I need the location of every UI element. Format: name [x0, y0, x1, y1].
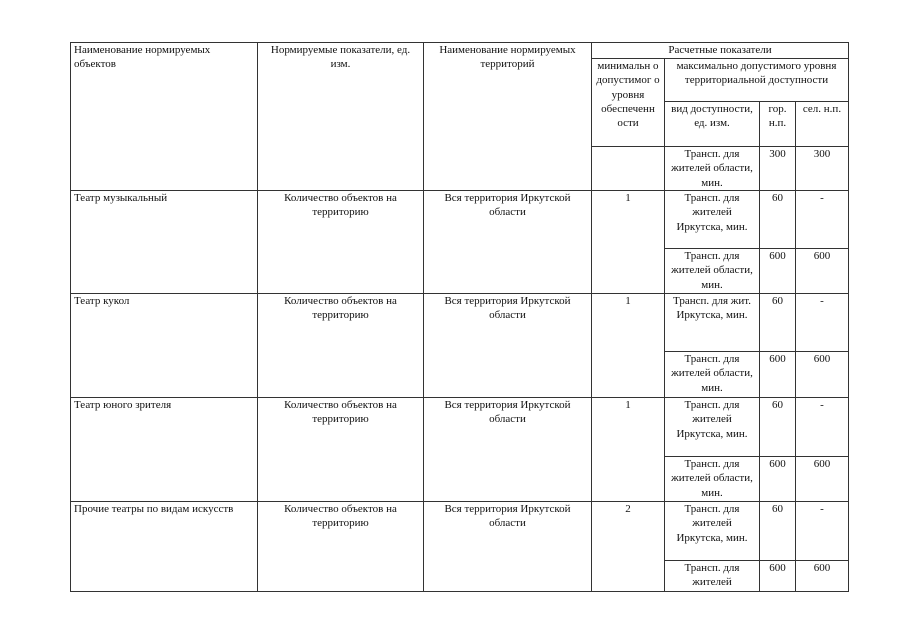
min-level-value: 1 [592, 191, 665, 294]
object-name: Прочие театры по видам искусств [71, 502, 258, 592]
rural-value: - [796, 398, 849, 457]
indicator-cell: Количество объектов на территорию [258, 294, 424, 398]
access-type-cell: Трансп. для жителей Иркутска, мин. [665, 191, 760, 249]
header-calculated-indicators: Расчетные показатели [592, 43, 849, 59]
min-level-value: 1 [592, 398, 665, 502]
object-name: Театр кукол [71, 294, 258, 398]
indicator-cell: Количество объектов на территорию [258, 398, 424, 502]
table-row [71, 502, 849, 561]
indicator-cell: Количество объектов на территорию [258, 502, 424, 592]
header-object-name: Наименование нормируемых объектов [71, 43, 258, 191]
territory-cell: Вся территория Иркутской области [424, 502, 592, 592]
object-name: Театр музыкальный [71, 191, 258, 294]
rural-value: 600 [796, 249, 849, 294]
norms-table-container [70, 42, 849, 592]
access-type-cell: Трансп. для жит. Иркутска, мин. [665, 294, 760, 352]
territory-cell: Вся территория Иркутской области [424, 294, 592, 398]
access-type-cell: Трансп. для жителей области, мин. [665, 352, 760, 398]
min-level-value: 1 [592, 294, 665, 398]
indicator-cell: Количество объектов на территорию [258, 191, 424, 294]
rural-value: - [796, 502, 849, 561]
table-row [71, 398, 849, 457]
urban-value: 60 [760, 294, 796, 352]
rural-value: 600 [796, 561, 849, 592]
access-type-cell: Трансп. для жителей [665, 561, 760, 592]
header-min-level: минимальн о допустимог о уровня обеспеченн ости [592, 59, 665, 147]
urban-value: 60 [760, 191, 796, 249]
header-rural: сел. н.п. [796, 102, 849, 147]
access-type-cell: Трансп. для жителей области, мин. [665, 249, 760, 294]
urban-value: 600 [760, 457, 796, 502]
min-level-value: 2 [592, 502, 665, 592]
cell-empty [592, 147, 665, 191]
object-name: Театр юного зрителя [71, 398, 258, 502]
access-type-cell: Трансп. для жителей области, мин. [665, 147, 760, 191]
urban-value: 600 [760, 561, 796, 592]
rural-value: - [796, 294, 849, 352]
urban-value: 600 [760, 352, 796, 398]
access-type-cell: Трансп. для жителей области, мин. [665, 457, 760, 502]
rural-value: - [796, 191, 849, 249]
urban-value: 60 [760, 502, 796, 561]
rural-value: 600 [796, 457, 849, 502]
table-row [71, 294, 849, 352]
access-type-cell: Трансп. для жителей Иркутска, мин. [665, 502, 760, 561]
territory-cell: Вся территория Иркутской области [424, 191, 592, 294]
norms-table [70, 42, 849, 592]
header-urban: гор. н.п. [760, 102, 796, 147]
header-max-accessibility: максимально допустимого уровня территориальной доступности [665, 59, 849, 102]
header-access-type: вид доступности, ед. изм. [665, 102, 760, 147]
territory-cell: Вся территория Иркутской области [424, 398, 592, 502]
urban-value: 300 [760, 147, 796, 191]
access-type-cell: Трансп. для жителей Иркутска, мин. [665, 398, 760, 457]
header-indicator: Нормируемые показатели, ед. изм. [258, 43, 424, 191]
header-territory: Наименование нормируемых территорий [424, 43, 592, 191]
urban-value: 600 [760, 249, 796, 294]
rural-value: 300 [796, 147, 849, 191]
rural-value: 600 [796, 352, 849, 398]
table-row [71, 191, 849, 249]
urban-value: 60 [760, 398, 796, 457]
